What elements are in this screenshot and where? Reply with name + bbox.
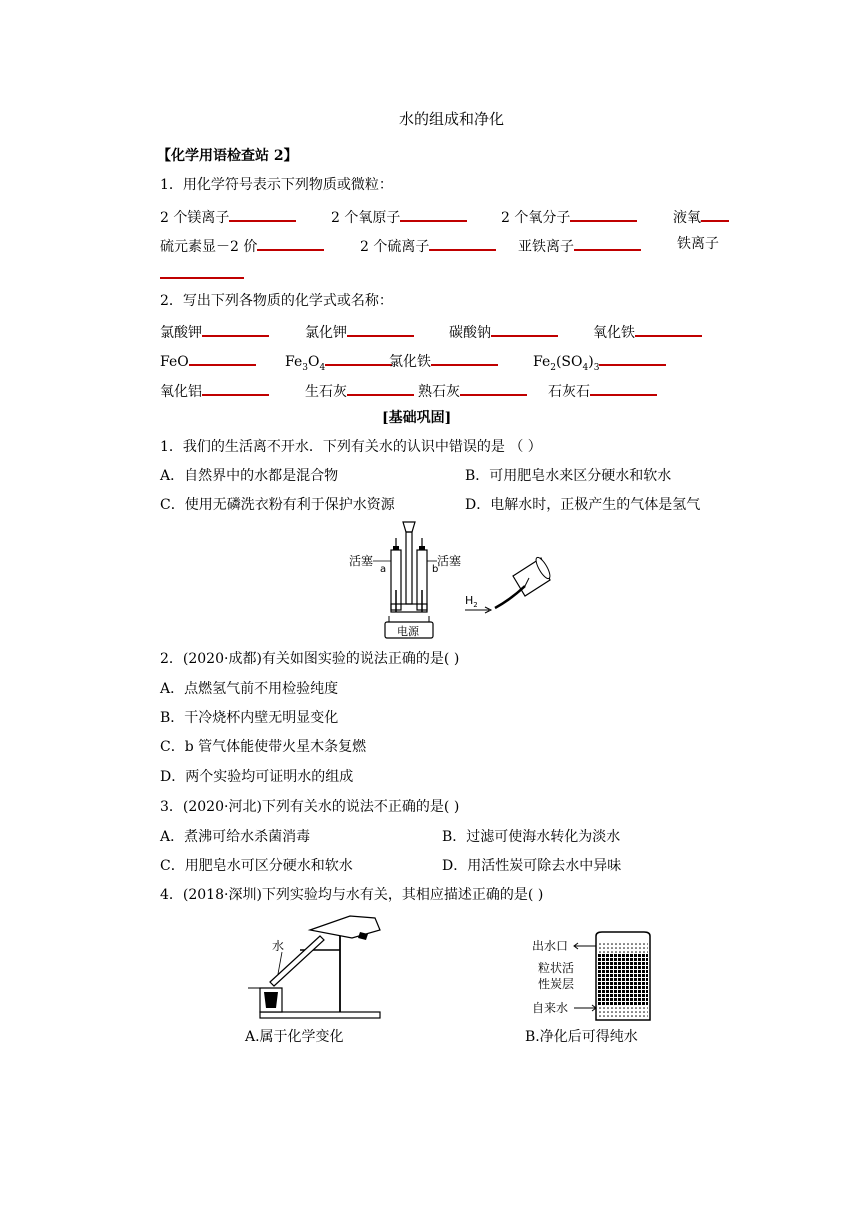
answer-blank[interactable]: [347, 380, 414, 396]
answer-blank[interactable]: [701, 206, 729, 222]
item-label: 2 个硫离子: [360, 239, 430, 255]
q2-option-d[interactable]: D．两个实验均可证明水的组成: [160, 769, 354, 785]
tap-water-label: 自来水: [532, 1001, 569, 1015]
carbon-layer-label-2: 性炭层: [538, 977, 575, 991]
answer-blank[interactable]: [599, 350, 666, 366]
blank-row-5-item-1: [160, 380, 269, 401]
outlet-label: 出水口: [532, 939, 569, 953]
blank-row-1-item-2: [331, 206, 467, 227]
answer-blank[interactable]: [460, 380, 527, 396]
formula-fe2so43: $Fe_2(SO_4)_3$: [533, 354, 600, 373]
label-a: a: [380, 564, 387, 575]
blank-row-3-item-3: [449, 321, 558, 342]
blank-row-5-item-4: [548, 380, 657, 401]
answer-blank[interactable]: [635, 321, 702, 337]
electrolysis-figure: [345, 520, 565, 645]
q4-stem: 4．(2018·深圳)下列实验均与水有关，其相应描述正确的是( ): [160, 887, 544, 903]
carbon-layer-label-1: 粒状活: [538, 961, 575, 975]
blank-row-3-item-1: [160, 321, 269, 342]
q1-option-a[interactable]: A．自然界中的水都是混合物: [160, 468, 339, 484]
water-label: 水: [272, 939, 285, 953]
blank-row-3-item-2: [305, 321, 414, 342]
formula-fe3o4: $Fe_3O_4$: [285, 354, 326, 373]
answer-blank[interactable]: [257, 235, 324, 251]
item-label: 氯酸钾: [160, 325, 202, 341]
q1-option-d[interactable]: D．电解水时，正极产生的气体是氢气: [465, 497, 701, 513]
item-label: 生石灰: [305, 384, 347, 400]
answer-blank[interactable]: [229, 206, 296, 222]
item-label: 硫元素显－2 价: [160, 239, 258, 255]
item-label: 石灰石: [548, 384, 590, 400]
answer-blank[interactable]: [189, 350, 256, 366]
item-label: 2 个氧原子: [331, 210, 401, 226]
answer-blank[interactable]: [431, 350, 498, 366]
item-label: 氧化铝: [160, 384, 202, 400]
q2-stem: 2．(2020·成都)有关如图实验的说法正确的是( ): [160, 651, 460, 667]
blank-row-5-item-2: [305, 380, 414, 401]
item-label: 液氧: [673, 210, 701, 226]
answer-blank[interactable]: [574, 235, 641, 251]
q2-option-b[interactable]: B．干冷烧杯内壁无明显变化: [160, 710, 339, 726]
item-label: 氯化钾: [305, 325, 347, 341]
item-label: 碳酸钠: [449, 325, 491, 341]
answer-blank[interactable]: [400, 206, 467, 222]
item-label: 亚铁离子: [518, 239, 574, 255]
q1-option-c[interactable]: C．使用无磷洗衣粉有利于保护水资源: [160, 497, 395, 513]
blank-row-1: [160, 206, 296, 227]
carbon-filter-figure: [530, 930, 660, 1025]
blank-row-1-item-3: [501, 206, 637, 227]
figure-b-caption: B.净化后可得纯水: [525, 1029, 638, 1045]
question-2-prompt: 2．写出下列各物质的化学式或名称：: [160, 293, 393, 309]
power-supply-label: 电源: [397, 625, 419, 638]
blank-row-4-item-3: [389, 350, 498, 371]
blank-row-4-item-2: [285, 350, 392, 377]
blank-row-3-item-4: [593, 321, 702, 342]
q3-option-a[interactable]: A．煮沸可给水杀菌消毒: [160, 829, 311, 845]
label-b: b: [432, 564, 439, 575]
blank-row-2-item-3: [518, 235, 641, 256]
item-label: 氯化铁: [389, 354, 431, 370]
blank-row-4-item-1: [160, 350, 256, 371]
q3-option-c[interactable]: C．用肥皂水可区分硬水和软水: [160, 858, 353, 874]
q2-option-c[interactable]: C．b 管气体能使带火星木条复燃: [160, 739, 367, 755]
blank-row-2-item-1: [160, 235, 324, 256]
q1-stem: 1．我们的生活离不开水．下列有关水的认识中错误的是 （ ）: [160, 439, 542, 455]
section-heading-basics: [基础巩固]: [382, 410, 452, 426]
q2-option-a[interactable]: A．点燃氢气前不用检验纯度: [160, 681, 339, 697]
q1-option-b[interactable]: B．可用肥皂水来区分硬水和软水: [465, 468, 672, 484]
answer-blank[interactable]: [202, 321, 269, 337]
answer-blank[interactable]: [325, 350, 392, 366]
heating-water-figure: [240, 910, 400, 1022]
q3-stem: 3．(2020·河北)下列有关水的说法不正确的是( ): [160, 799, 460, 815]
figure-a-caption: A.属于化学变化: [245, 1029, 344, 1045]
blank-row-4-item-4: [533, 350, 666, 377]
blank-row-2-item-4: [677, 235, 719, 253]
q3-option-d[interactable]: D．用活性炭可除去水中异味: [442, 858, 622, 874]
answer-blank[interactable]: [347, 321, 414, 337]
item-label: 熟石灰: [418, 384, 460, 400]
item-label: 氧化铁: [593, 325, 635, 341]
item-label: FeO: [160, 354, 189, 370]
page-title: 水的组成和净化: [399, 110, 505, 128]
left-valve-label: 活塞: [349, 554, 374, 568]
item-label: 铁离子: [677, 236, 719, 252]
blank-row-2-item-2: [360, 235, 496, 256]
q3-option-b[interactable]: B．过滤可使海水转化为淡水: [442, 829, 621, 845]
answer-blank[interactable]: [429, 235, 496, 251]
right-valve-label: 活塞: [437, 554, 462, 568]
answer-blank[interactable]: [491, 321, 558, 337]
answer-blank-wrapped[interactable]: [160, 263, 244, 284]
item-label: 2 个镁离子: [160, 210, 230, 226]
item-label: 2 个氧分子: [501, 210, 571, 226]
answer-blank[interactable]: [570, 206, 637, 222]
question-1-prompt: 1．用化学符号表示下列物质或微粒：: [160, 177, 393, 193]
gas-label: $H_2$: [465, 594, 478, 609]
blank-row-5-item-3: [418, 380, 527, 401]
answer-blank[interactable]: [202, 380, 269, 396]
answer-blank[interactable]: [590, 380, 657, 396]
blank-row-1-item-4: [673, 206, 729, 227]
section-heading-chem-terms: 【化学用语检查站 2】: [157, 148, 298, 164]
